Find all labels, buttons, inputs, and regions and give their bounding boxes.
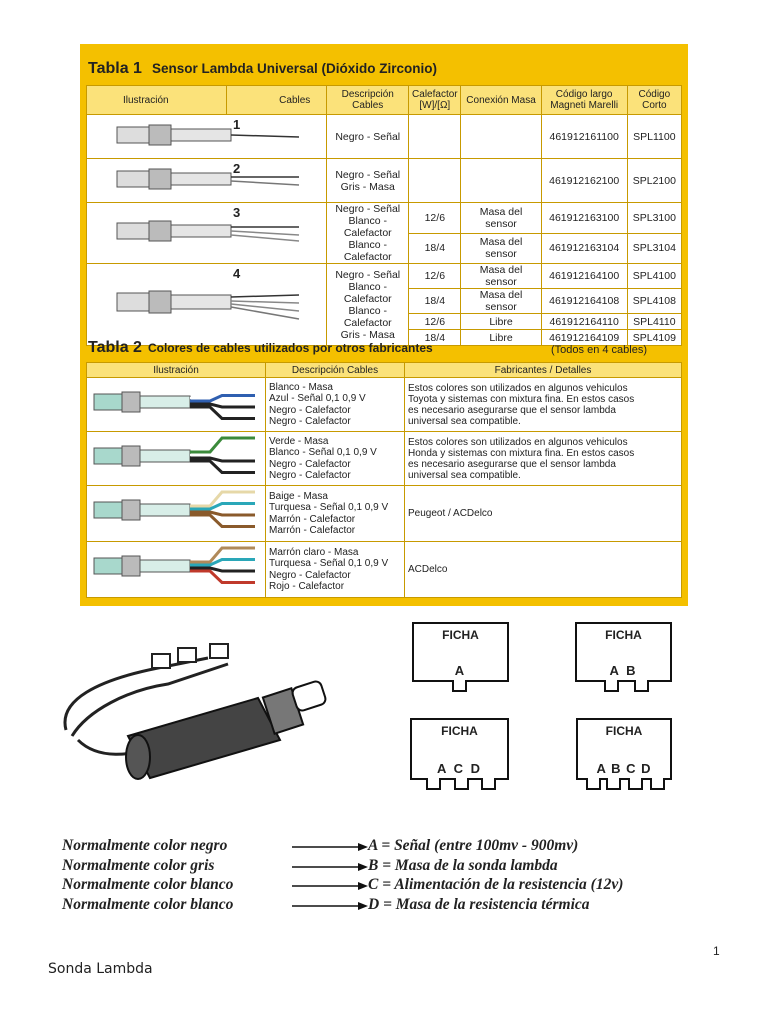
th-descripcion: Descripción Cables xyxy=(327,86,409,115)
ficha-a: FICHA A xyxy=(412,622,509,682)
tabla1-title: Tabla 1 Sensor Lambda Universal (Dióxido Zirconio) xyxy=(88,60,438,77)
wire-line xyxy=(190,515,255,527)
sensor-color-2-icon xyxy=(90,432,262,482)
sensor-color-4-icon xyxy=(90,542,262,594)
th2-fabricantes: Fabricantes / Detalles xyxy=(405,363,682,378)
th-ilustracion: Ilustración xyxy=(87,86,227,115)
sensor-illustration xyxy=(87,115,327,159)
ficha-ab: FICHA A B xyxy=(575,622,672,682)
sensor2-illustration xyxy=(87,378,266,432)
arrow-icon xyxy=(292,862,368,872)
ficha-acd: FICHA A C D xyxy=(410,718,509,780)
arrow-icon xyxy=(292,901,368,911)
th2-ilustracion: Ilustración xyxy=(87,363,266,378)
sensor-1-icon xyxy=(109,115,305,155)
page-number: 1 xyxy=(713,944,720,958)
sensor-4-icon xyxy=(109,273,305,333)
ficha-pin xyxy=(426,778,441,790)
ficha-pin xyxy=(481,778,496,790)
ficha-pin xyxy=(452,680,467,692)
sensor-color-3-icon xyxy=(90,486,262,538)
tabla2: Ilustración Descripción Cables Fabricantes / Detalles Blanco - Masa Azul - Señal 0,1 0,9 V Negro - Calefactor Negro - Calefactor Estos colores son utilizados en algunos vehiculos Toyota y sistemas con mixtura fina. En estos casos es necesario asegurarse que el sensor lambda universal sea compatible. Verde - Masa Blanco - Señal 0,1 0,9 V Negro - Calefactor Negro - Calefactor Estos colores son utilizados en algunos vehiculos Honda y sistemas con mixtura fina. En estos casos es necesario asegurarse que el sensor lambda universal sea compatible. Baige - Masa Turquesa - Señal 0,1 0,9 V Marrón - Calefactor Marrón - Calefactor Peugeot / ACDelco Marrón claro - Masa Turquesa - Señal 0,1 0,9 V Negro - Calefactor Rojo - Calefactor ACDelco xyxy=(86,362,682,598)
cable-count: 1 xyxy=(233,117,241,132)
wire-line xyxy=(190,407,255,419)
arrow-icon xyxy=(292,881,368,891)
ficha-pin xyxy=(634,680,649,692)
arrow-icon xyxy=(292,842,368,852)
ficha-pin xyxy=(650,778,665,790)
ficha-pin xyxy=(628,778,643,790)
th2-descripcion: Descripción Cables xyxy=(266,363,405,378)
tabla2-title: Tabla 2 Colores de cables utilizados por otros fabricantes xyxy=(88,339,433,356)
wire-line xyxy=(190,571,255,583)
tabla1: Ilustración Cables Descripción Cables Calefactor [W]/[Ω] Conexión Masa Código largo Magneti Marelli Código Corto 1 Negro - Señal 461912161100 SPL1100 2 Negro - Señal Gris - Masa 461912162100 SPL2100 3 Negro - Señal Blanco - Calefactor Blanco - Calefactor 12/6 Masa del sensor 461912163100 SPL3100 18/4 Masa del sensor 461912163104 SPL3104 4 Negro - Señal Blanco - Calefactor Blanco - Calefactor Gris - Masa 12/6 Masa del sensor 461912164100 SPL4100 18/4 Masa del sensor 461912164108 SPL4108 12/6 Libre 461912164110 SPL4110 18/4 Libre 461912164109 SPL4109 xyxy=(86,85,682,346)
footer-title: Sonda Lambda xyxy=(48,961,153,977)
sensor-3-icon xyxy=(109,211,305,253)
th-cables: Cables xyxy=(226,86,327,115)
sensor-color-1-icon xyxy=(90,378,262,428)
ficha-pin xyxy=(454,778,469,790)
th-codigo-largo: Código largo Magneti Marelli xyxy=(541,86,627,115)
tabla2-note: (Todos en 4 cables) xyxy=(551,344,647,356)
sensor-illustration: 2 xyxy=(87,159,327,203)
sensor-2-icon xyxy=(109,159,305,199)
lambda-sensor-drawing-icon xyxy=(58,640,348,790)
th-calefactor: Calefactor [W]/[Ω] xyxy=(409,86,461,115)
desc-cell: Negro - Señal xyxy=(327,115,409,159)
wire-line xyxy=(190,461,255,473)
th-conexion: Conexión Masa xyxy=(461,86,541,115)
ficha-pin xyxy=(606,778,621,790)
ficha-abcd: FICHA A B C D xyxy=(576,718,672,780)
ficha-pin xyxy=(604,680,619,692)
th-codigo-corto: Código Corto xyxy=(627,86,681,115)
ficha-pin xyxy=(586,778,601,790)
